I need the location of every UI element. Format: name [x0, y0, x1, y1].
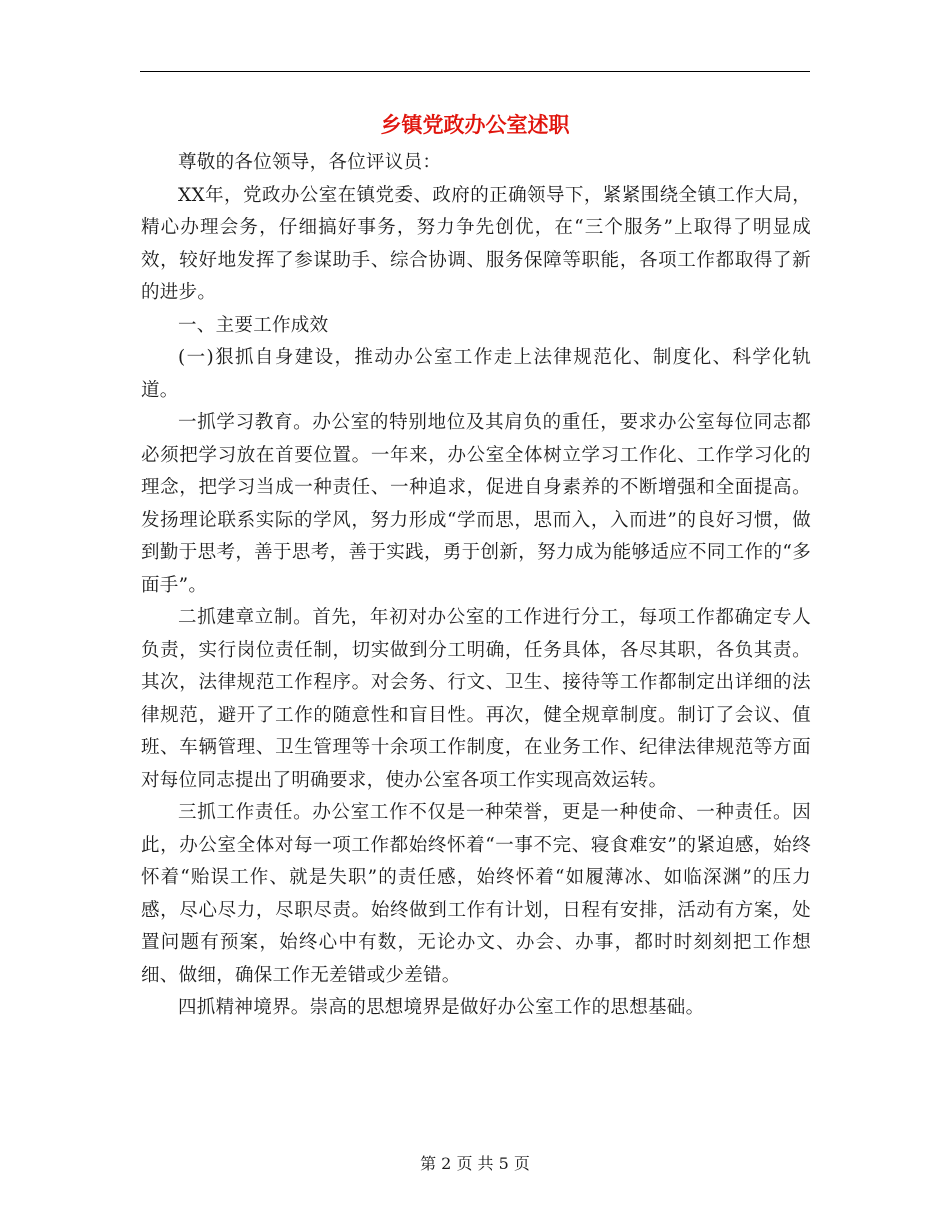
paragraph-spiritual-realm: 四抓精神境界。崇高的思想境界是做好办公室工作的思想基础。 [178, 997, 705, 1018]
paragraph-study-education: 一抓学习教育。办公室的特别地位及其肩负的重任，要求办公室每位同志都必须把学习放在首要位置。一年来，办公室全体树立学习工作化、工作学习化的理念，把学习当成一种责任、一种追求，促进自身素养的不断增强和全面提高。发扬理论联系实际的学风，努力形成“学而思，思而入，入而进”的良好习惯，做到勤于思考，善于思考，善于实践，勇于创新，努力成为能够适应不同工作的“多面手”。 [141, 412, 811, 596]
paragraph-work-responsibility: 三抓工作责任。办公室工作不仅是一种荣誉，更是一种使命、一种责任。因此，办公室全体对每一项工作都始终怀着“一事不完、寝食难安”的紧迫感，始终怀着“贻误工作、就是失职”的责任感，始终怀着“如履薄冰、如临深渊”的压力感，尽心尽力，尽职尽责。始终做到工作有计划，日程有安排，活动有方案，处置问题有预案，始终心中有数，无论办文、办会、办事，都时时刻刻把工作想细、做细，确保工作无差错或少差错。 [141, 802, 811, 986]
document-body [141, 147, 811, 1025]
page-number-footer: 第 2 页 共 5 页 [420, 1154, 530, 1173]
document-title: 乡镇党政办公室述职 [380, 113, 570, 137]
section-heading-main-results: 一、主要工作成效 [178, 314, 329, 336]
paragraph-rules-system: 二抓建章立制。首先，年初对办公室的工作进行分工，每项工作都确定专人负责，实行岗位责任制，切实做到分工明确，任务具体，各尽其职，各负其责。其次，法律规范工作程序。对会务、行文、卫生、接待等工作都制定出详细的法律规范，避开了工作的随意性和盲目性。再次，健全规章制度。制订了会议、值班、车辆管理、卫生管理等十余项工作制度，在业务工作、纪律法律规范等方面对每位同志提出了明确要求，使办公室各项工作实现高效运转。 [141, 607, 811, 791]
paragraph-salutation: 尊敬的各位领导，各位评议员： [178, 152, 442, 173]
subsection-heading-self-building: (一)狠抓自身建设，推动办公室工作走上法律规范化、制度化、科学化轨道。 [141, 347, 811, 401]
paragraph-intro: XX年，党政办公室在镇党委、政府的正确领导下，紧紧围绕全镇工作大局，精心办理会务，仔细搞好事务，努力争先创优，在“三个服务”上取得了明显成效，较好地发挥了参谋助手、综合协调、服务保障等职能，各项工作都取得了新的进步。 [141, 184, 811, 303]
header-rule [140, 71, 810, 72]
